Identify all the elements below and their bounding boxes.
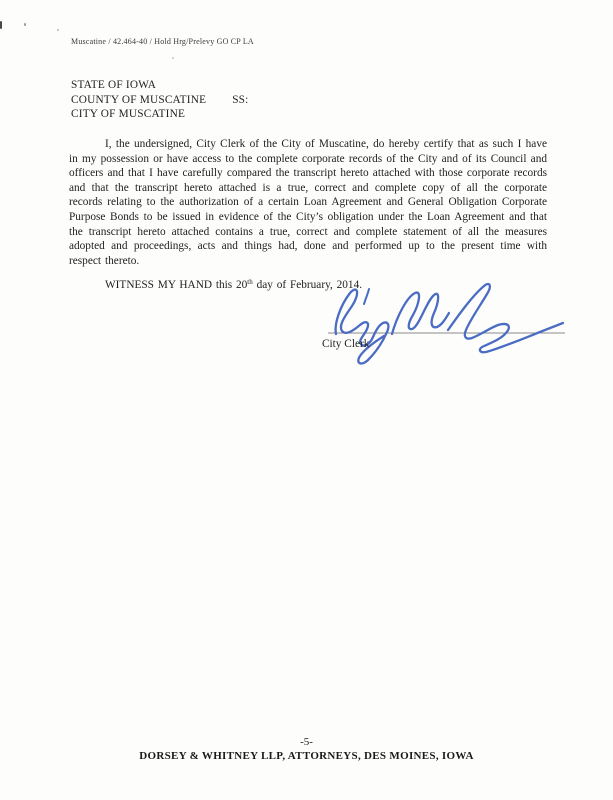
certification-paragraph: I, the undersigned, City Clerk of the City of Muscatine, do hereby certify that as such I have in my possession or have access to the complete corporate records of the City and of its Council and officers and that I have carefully compared the transcript hereto attached with those corporate records and that the transcript hereto attached is a true, correct and complete copy of all the corporate records relating to the authorization of a certain Loan Agreement and General Obligation Corporate Purpose Bonds to be issued in evidence of the City’s obligation under the Loan Agreement and that the transcript hereto attached contains a true, correct and complete statement of all the measures adopted and proceedings, acts and things had, done and performed up to the present time with respect thereto.	[69, 138, 547, 267]
scan-artifact	[57, 29, 59, 31]
caption-county	[71, 93, 249, 108]
signature-ink	[300, 280, 580, 375]
caption-ss: SS:	[232, 93, 249, 106]
scan-artifact	[0, 21, 2, 29]
stray-ink-mark	[364, 289, 369, 304]
caption-block	[71, 78, 249, 122]
matter-reference: Muscatine / 42.464-40 / Hold Hrg/Prelevy GO CP LA	[71, 37, 254, 46]
signature-stroke-2	[392, 293, 449, 334]
signature-block	[300, 280, 580, 375]
caption-state: STATE OF IOWA	[71, 79, 157, 91]
law-firm-line: DORSEY & WHITNEY LLP, ATTORNEYS, DES MOINES, IOWA	[139, 750, 474, 762]
witness-ordinal-superscript: th	[247, 278, 253, 286]
witness-text-post: day of February, 2014.	[252, 279, 363, 291]
caption-city: CITY OF MUSCATINE	[71, 108, 186, 121]
witness-text-pre: WITNESS MY HAND this 20	[105, 279, 248, 291]
caption-county-text: COUNTY OF MUSCATINE	[71, 93, 207, 106]
signature-title-label: City Clerk	[322, 338, 370, 350]
page-number: -5-	[300, 736, 313, 748]
signature-stroke-1	[336, 290, 389, 364]
scan-artifact	[24, 23, 26, 26]
scan-artifact	[172, 57, 174, 59]
signature-stroke-3	[448, 284, 563, 352]
page-footer	[0, 736, 613, 762]
